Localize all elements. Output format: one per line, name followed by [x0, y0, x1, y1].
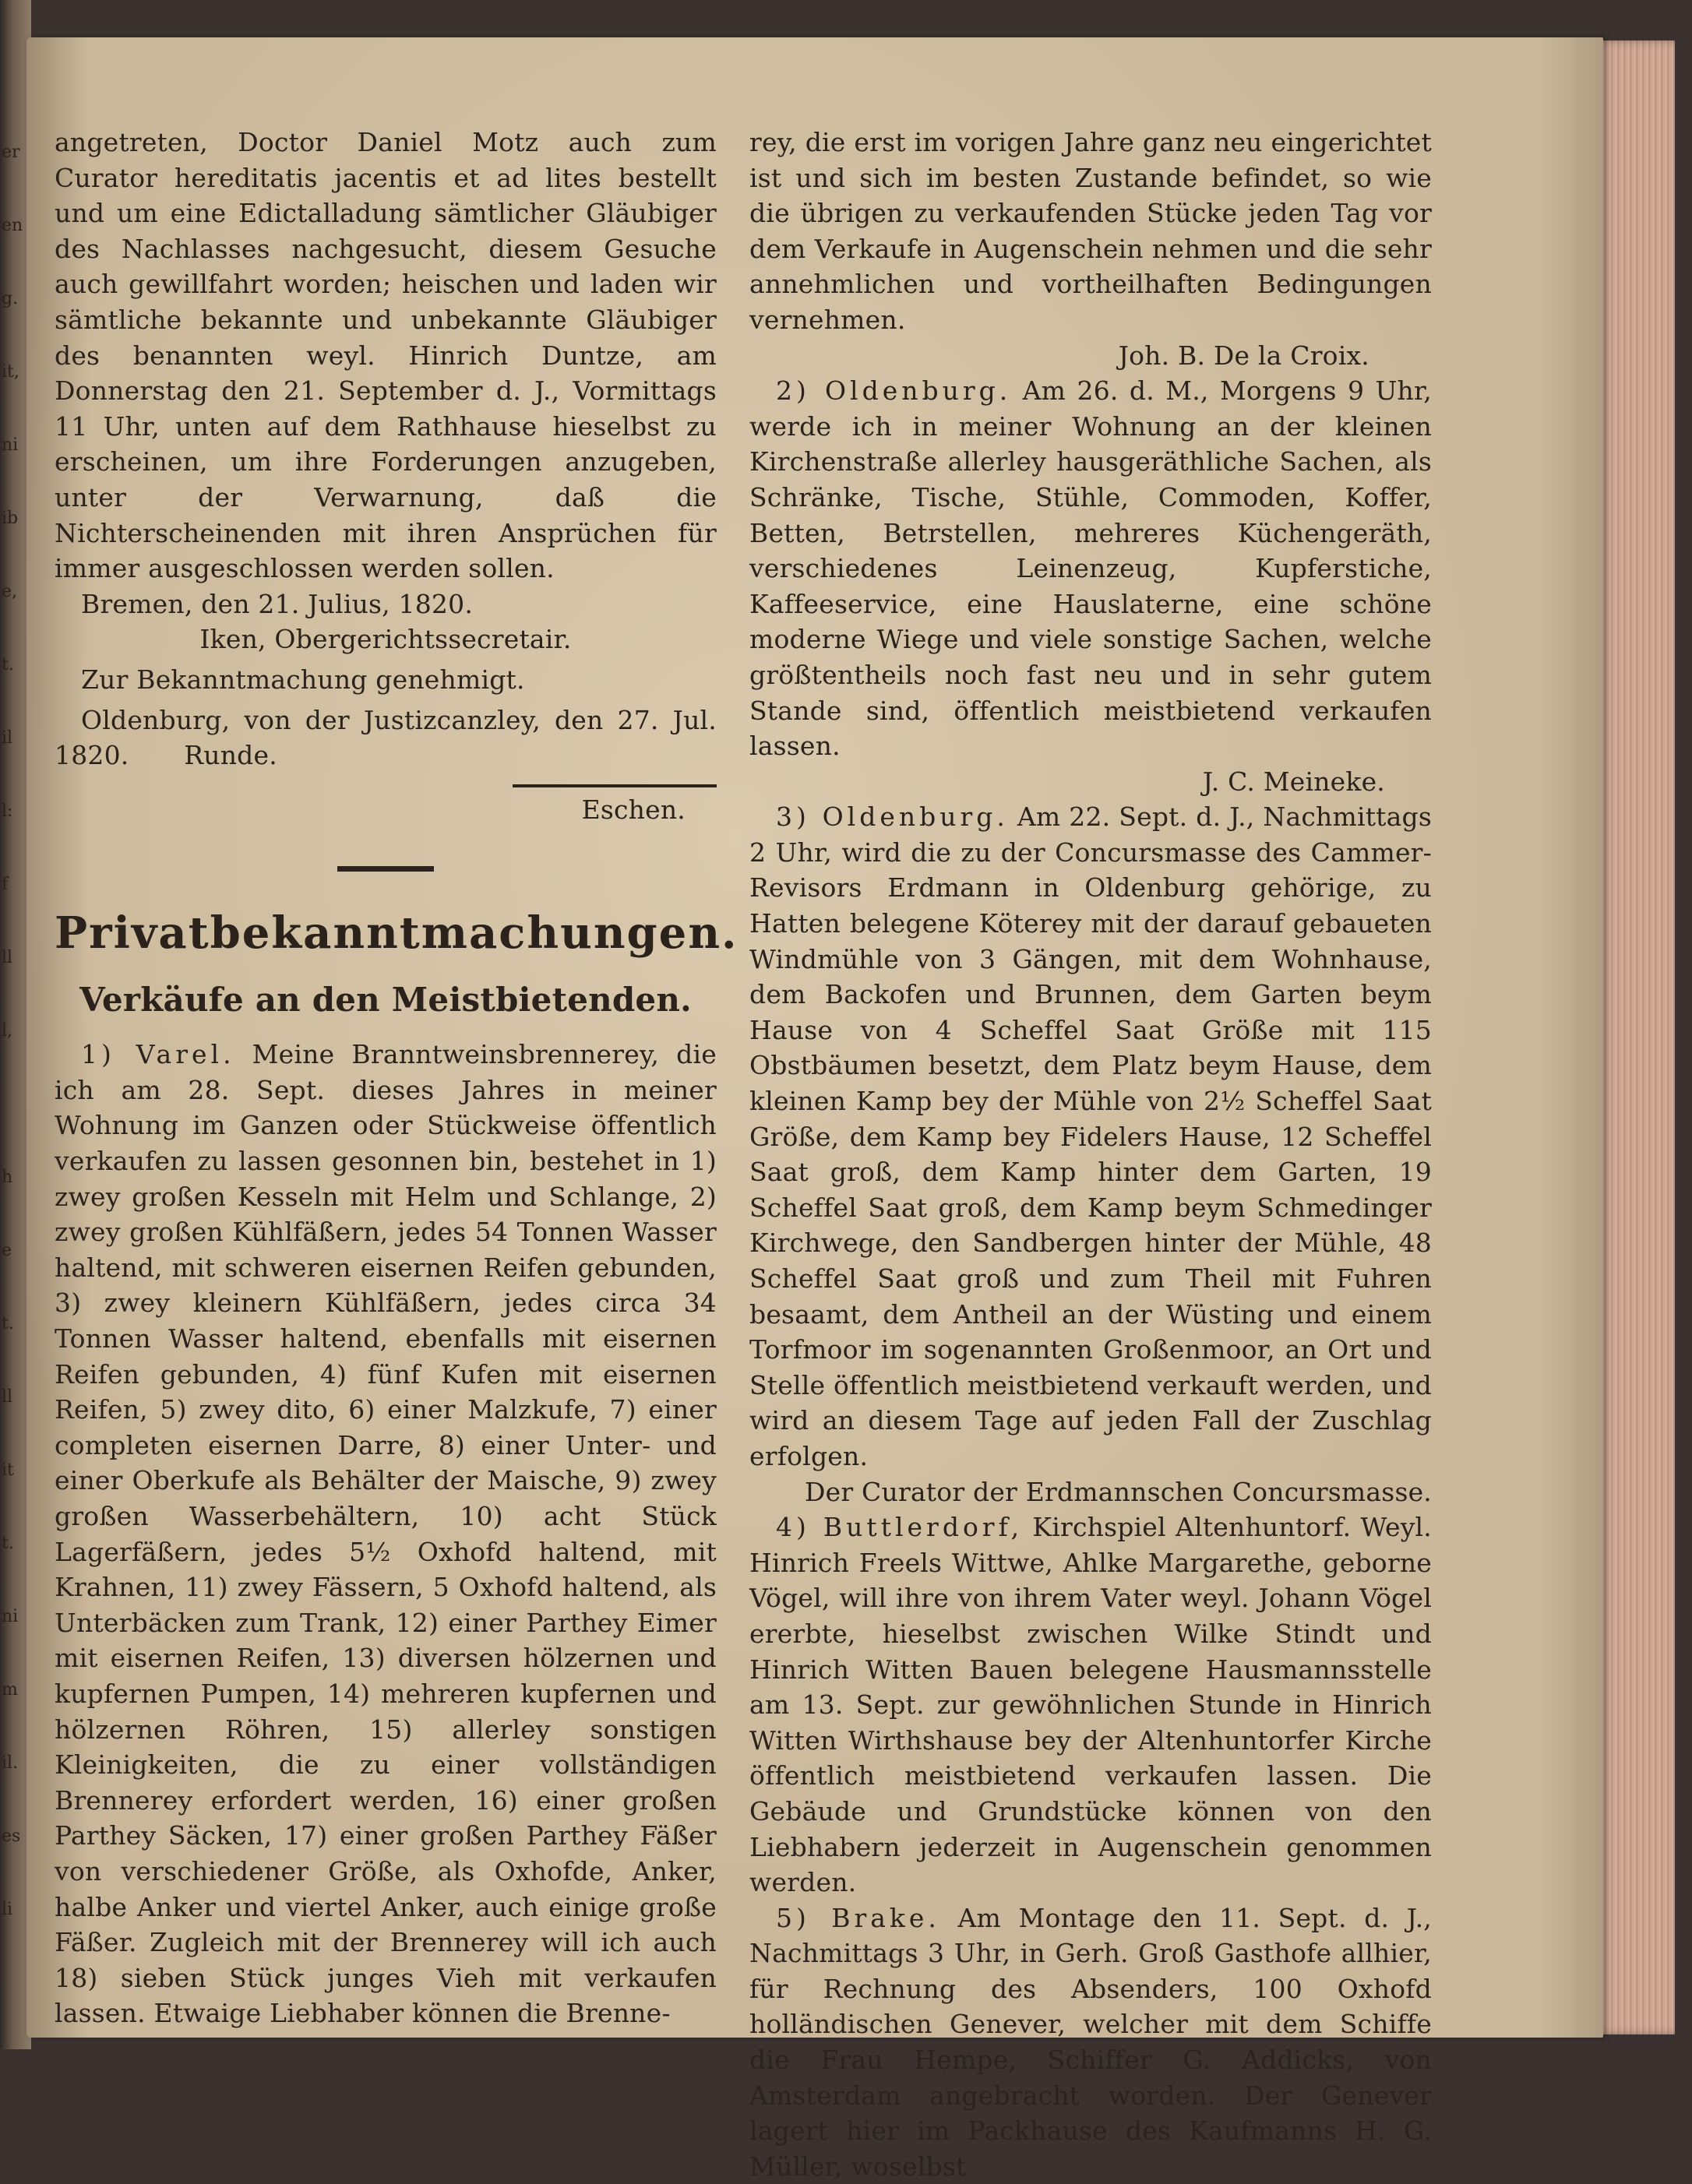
chancery-line: [55, 703, 717, 773]
right-column: [749, 125, 1432, 2184]
entry-4: [749, 1509, 1432, 1900]
margin-fragment: er: [2, 143, 20, 162]
signature-delacroix: Joh. B. De la Croix.: [1118, 340, 1369, 371]
entry-4-text: Kirchspiel Altenhuntorf. Weyl. Hinrich Freels Wittwe, Ahlke Margarethe, geborne Vögel, will ihre von ihrem Vater weyl. Johann Vögel ererbte, hieselbst zwischen Wilke Stindt und Hinrich Witten Bauen belegene Hausmannsstelle am 13. Sept. zur gewöhnlichen Stunde in Hinrich Witten Wirthshause bey der Altenhuntorfer Kirche öffentlich meistbietend verkaufen lassen. Die Gebäude und Grundstücke können von den Liebhabern jederzeit in Augenschein genommen werden.: [749, 1512, 1432, 1898]
margin-fragment: g.: [2, 289, 19, 308]
entry-2-label: 2) Oldenburg.: [776, 375, 1012, 407]
margin-fragment: it,: [2, 362, 19, 382]
margin-fragment: il.: [2, 1753, 19, 1773]
entry-1: [55, 1037, 717, 2031]
margin-fragment: e: [2, 1241, 12, 1260]
entry-2: [749, 373, 1432, 764]
entry-3-text: Am 22. Sept. d. J., Nachmittags 2 Uhr, wird die zu der Concursmasse des Cammer-Revisors Erdmann in Oldenburg gehörige, zu Hatten belegene Köterey mit der darauf gebaueten Windmühle von 3 Gängen, mit dem Wohnhause, dem Backofen und Brunnen, dem Garten beym Hause von 4 Scheffel Saat Größe mit 115 Obstbäumen besetzt, dem Platz beym Hause, dem kleinen Kamp bey der Mühle von 2½ Scheffel Saat Größe, dem Kamp bey Fidelers Hause, 12 Scheffel Saat groß, dem Kamp hinter dem Garten, 19 Scheffel Saat groß, dem Kamp beym Schmedinger Kirchwege, den Sandbergen hinter der Mühle, 48 Scheffel Saat groß und zum Theil mit Fuhren besaamt, dem Antheil an der Wüsting und einem Torfmoor im sogenannten Großenmoor, an Ort und Stelle öffentlich meistbietend verkauft werden, und wird an diesem Tage auf jeden Fall der Zuschlag erfolgen.: [749, 801, 1432, 1471]
margin-fragment: l:: [2, 801, 13, 821]
sub-heading: Verkäufe an den Meistbietenden.: [79, 981, 692, 1020]
margin-fragment: l,: [2, 1021, 13, 1041]
margin-fragment: t.: [2, 1314, 14, 1333]
margin-fragment: ll: [2, 948, 13, 967]
left-paragraph-1: angetreten, Doctor Daniel Motz auch zum Curator hereditatis jacentis et ad lites bestellt und um eine Edictalladung sämtlicher Gläubiger des Nachlasses nachgesucht, diesem Gesuche auch gewillfahrt worden; heischen und laden wir sämtliche bekannte und unbekannte Gläubiger des benannten weyl. Hinrich Duntze, am Donnerstag den 21. September d. J., Vormittags 11 Uhr, unten auf dem Rathhause hieselbst zu erscheinen, um ihre Forderungen anzugeben, unter der Verwarnung, daß die Nichterscheinenden mit ihren Ansprüchen für immer ausgeschlossen werden sollen.: [55, 127, 717, 584]
entry-5-label: 5) Brake.: [776, 1902, 940, 1933]
margin-fragment: e,: [2, 582, 18, 601]
margin-fragment: li: [2, 1900, 13, 1919]
left-column: [55, 125, 738, 2031]
signature-iken: Iken, Obergerichtssecretair.: [199, 624, 572, 655]
margin-fragment: m: [2, 1680, 18, 1700]
entry-2-text: Am 26. d. M., Morgens 9 Uhr, werde ich in meiner Wohnung an der kleinen Kirchenstraße allerley hausgeräthliche Sachen, als Schränke, Tische, Stühle, Commoden, Koffer, Betten, Betrstellen, mehreres Küchengeräth, verschiedenes Leinenzeug, Kupferstiche, Kaffeeservice, eine Hauslaterne, eine schöne moderne Wiege und viele sonstige Sachen, welche größtentheils noch fast neu und in sehr gutem Stande sind, öffentlich meistbietend verkaufen lassen.: [749, 375, 1432, 762]
margin-fragment: en: [2, 216, 23, 235]
margin-fragment: t.: [2, 1534, 14, 1553]
margin-fragment: f: [2, 875, 9, 894]
margin-fragment: it: [2, 1460, 14, 1480]
margin-fragment: t.: [2, 655, 14, 675]
chancery-text: Oldenburg, von der Justizcanzley, den 27. Jul. 1820.: [55, 704, 717, 771]
place-date-line: Bremen, den 21. Julius, 1820.: [81, 588, 474, 619]
section-heading: Privatbekanntmachungen.: [55, 907, 738, 960]
approval-line: Zur Bekanntmachung genehmigt.: [81, 664, 525, 695]
section-divider: [337, 866, 434, 872]
margin-fragment: h: [2, 1168, 13, 1187]
margin-fragment: il: [2, 728, 13, 748]
entry-1-text: Meine Branntweinsbrennerey, die ich am 28. Sept. dieses Jahres in meiner Wohnung im Ganzen oder Stückweise öffentlich verkaufen zu lassen gesonnen bin, bestehet in 1) zwey großen Kesseln mit Helm und Schlange, 2) zwey großen Kühlfäßern, jedes 54 Tonnen Wasser haltend, mit schweren eisernen Reifen gebunden, 3) zwey kleinern Kühlfäßern, jedes circa 34 Tonnen Wasser haltend, ebenfalls mit eisernen Reifen gebunden, 4) fünf Kufen mit eisernen Reifen, 5) zwey dito, 6) einer Malzkufe, 7) einer completen eisernen Darre, 8) einer Unter- und einer Oberkufe als Behälter der Maische, 9) zwey großen Wasserbehältern, 10) acht Stück Lagerfäßern, jedes 5½ Oxhofd haltend, mit Krahnen, 11) zwey Fässern, 5 Oxhofd haltend, als Unterbäcken zum Trank, 12) einer Parthey Eimer mit eisernen Reifen, 13) diversen hölzernen und kupfernen Pumpen, 14) mehreren kupfernen und hölzernen Röhren, 15) allerley sonstigen Kleinigkeiten, die zu einer vollständigen Brennerey erfordert werden, 16) einer großen Parthey Säcken, 17) einer großen Parthey Fäßer von verschiedener Größe, als Oxhofde, Anker, halbe Anker und viertel Anker, auch einige große Fäßer. Zugleich mit der Brennerey will ich auch 18) sieben Stück junges Vieh mit verkaufen lassen. Etwaige Liebhaber können die Brenne-: [55, 1039, 717, 2029]
margin-fragment: ni: [2, 435, 19, 455]
entry-4-label: 4) Buttlerdorf,: [776, 1512, 1024, 1543]
entry-3: [749, 799, 1432, 1474]
entry-1-label: 1) Varel.: [81, 1039, 235, 1070]
entry-5: [749, 1900, 1432, 2184]
signature-rule: [513, 784, 717, 787]
margin-fragment: ll: [2, 1387, 13, 1407]
margin-fragment: ib: [2, 509, 19, 528]
signature-curator: Der Curator der Erdmannschen Concursmasse.: [805, 1476, 1432, 1507]
margin-fragment: ni: [2, 1607, 19, 1626]
signature-eschen: Eschen.: [581, 794, 686, 825]
entry-3-label: 3) Oldenburg.: [776, 801, 1009, 833]
right-paragraph-cont: rey, die erst im vorigen Jahre ganz neu eingerichtet ist und sich im besten Zustande befindet, so wie die übrigen zu verkaufenden Stücke jeden Tag vor dem Verkaufe in Augenschein nehmen und die sehr annehmlichen und vortheilhaften Bedingungen vernehmen.: [749, 127, 1432, 335]
entry-5-text: Am Montage den 11. Sept. d. J., Nachmittags 3 Uhr, in Gerh. Groß Gasthofe allhier, für Rechnung des Absenders, 100 Oxhofd holländischen Genever, welcher mit dem Schiffe die Frau Hempe, Schiffer G. Addicks, von Amsterdam angebracht worden. Der Genever lagert hier im Packhause des Kaufmanns H. G. Müller, woselbst: [749, 1902, 1432, 2182]
signature-meineke: J. C. Meineke.: [1202, 766, 1385, 797]
margin-fragment: es: [2, 1826, 21, 1846]
chancery-name: Runde.: [184, 740, 277, 771]
